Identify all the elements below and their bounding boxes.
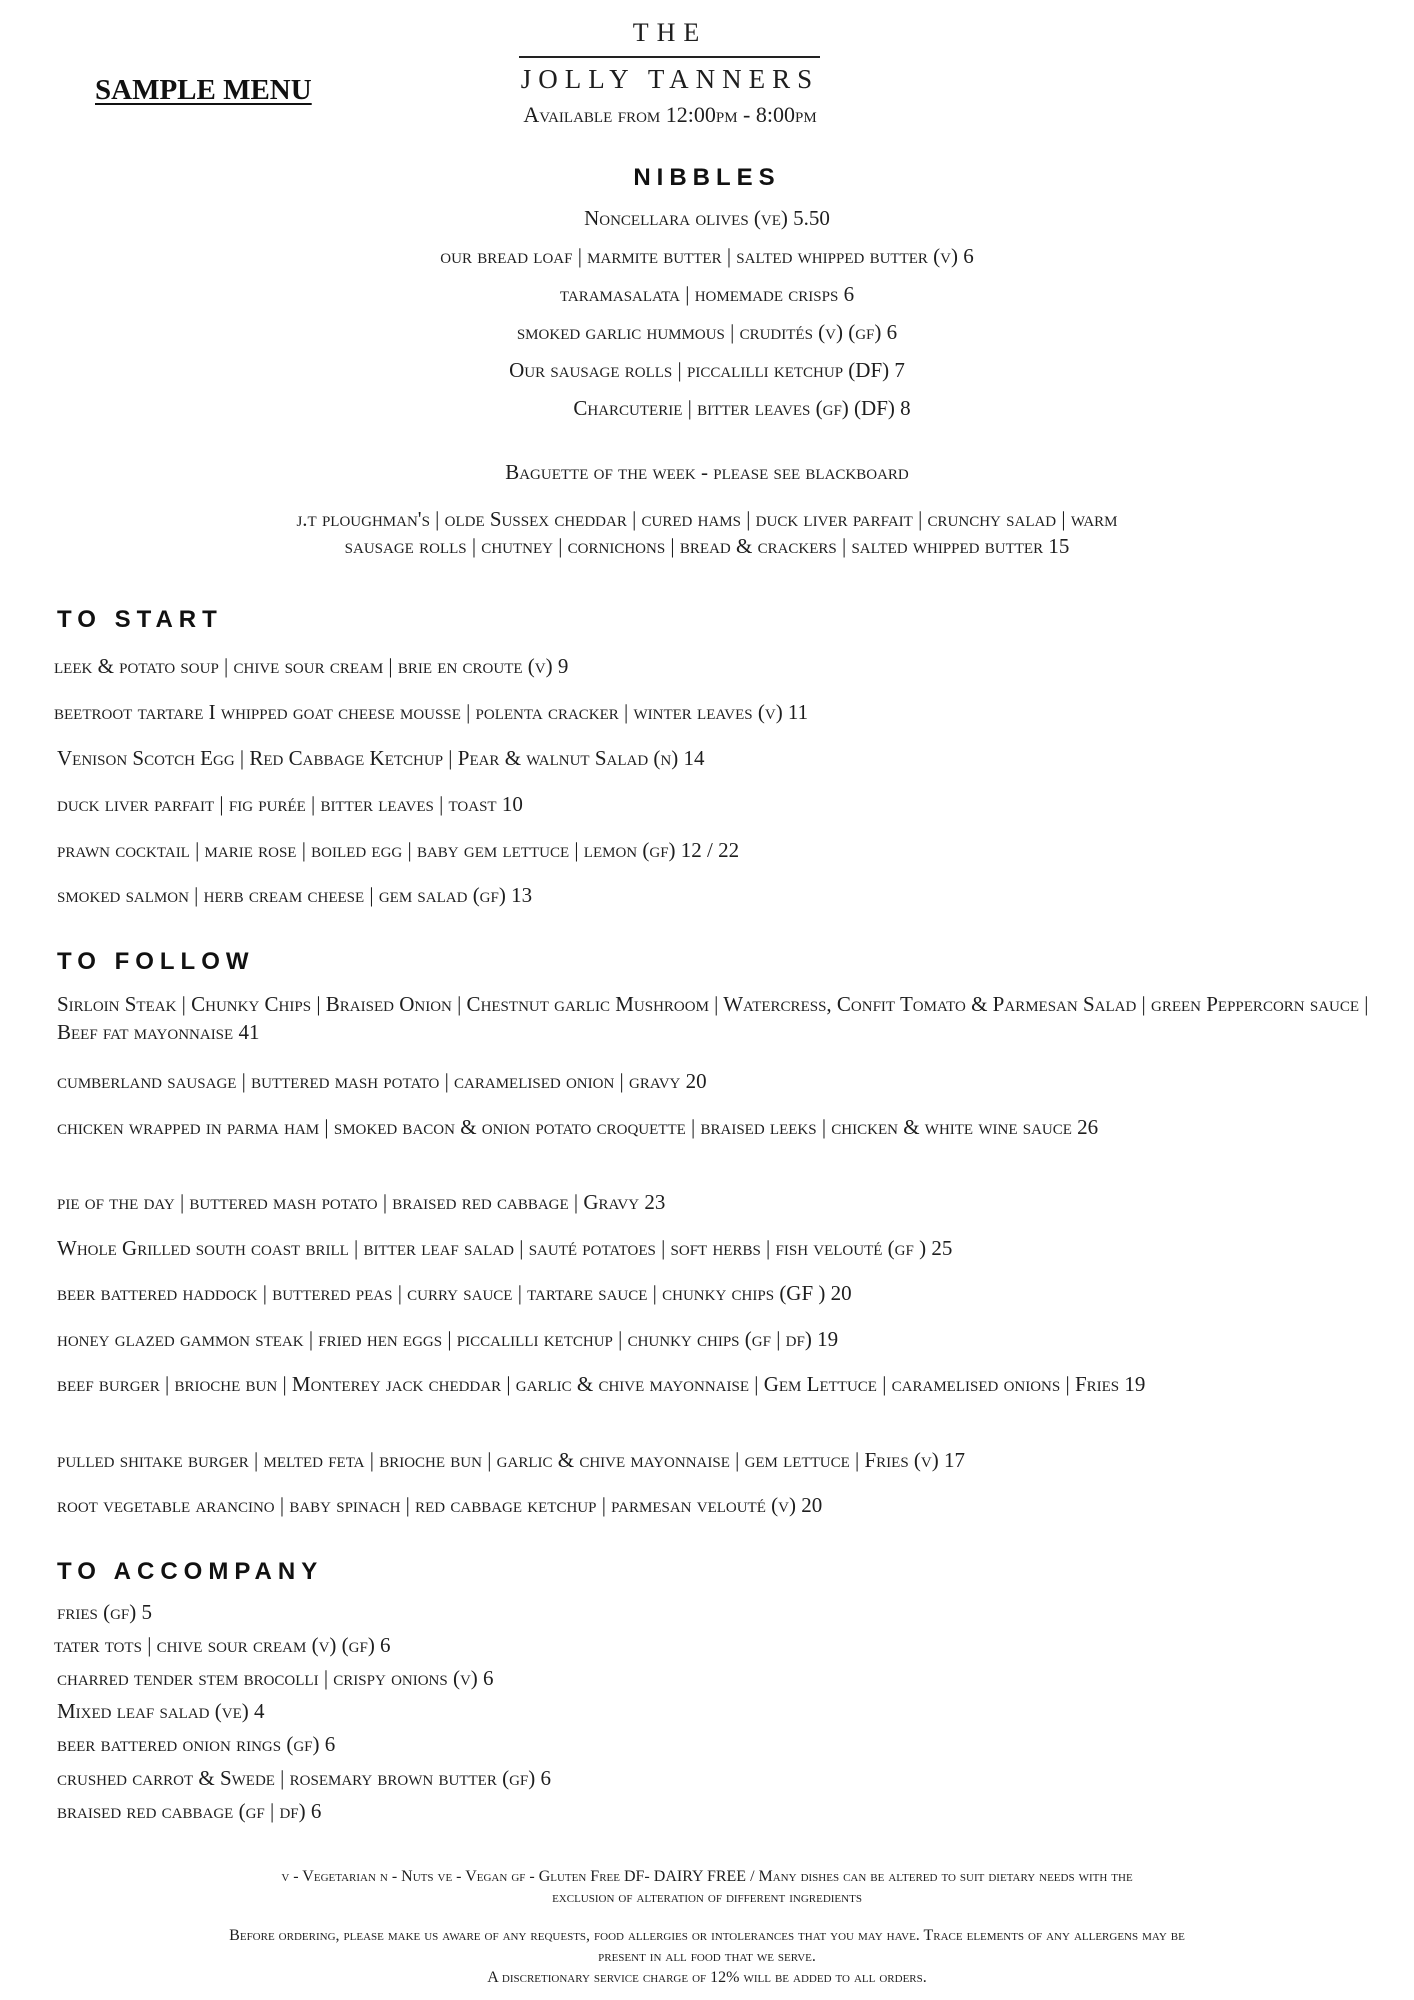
starter-item: prawn cocktail | marie rose | boiled egg | baby gem lettuce | lemon (gf) 12 / 22 <box>57 838 740 862</box>
side-item: crushed carrot & Swede | rosemary brown butter (gf) 6 <box>57 1766 551 1790</box>
main-item: beer battered haddock | buttered peas | curry sauce | tartare sauce | chunky chips (GF ) 20 <box>57 1281 852 1305</box>
main-item: pulled shitake burger | melted feta | brioche bun | garlic & chive mayonnaise | gem lettuce | Fries (v) 17 <box>57 1448 966 1472</box>
brand-divider <box>519 56 820 58</box>
side-item: braised red cabbage (gf | df) 6 <box>57 1799 322 1823</box>
side-item: Mixed leaf salad (ve) 4 <box>57 1699 265 1723</box>
sample-menu-heading: SAMPLE MENU <box>95 74 312 106</box>
to-accompany-title: TO ACCOMPANY <box>57 1558 324 1585</box>
main-item: root vegetable arancino | baby spinach | red cabbage ketchup | parmesan velouté (v) 20 <box>57 1493 823 1517</box>
nibbles-item: taramasalata | homemade crisps 6 <box>559 282 855 306</box>
main-item: cumberland sausage | buttered mash potato | caramelised onion | gravy 20 <box>57 1069 707 1093</box>
to-follow-title: TO FOLLOW <box>57 948 255 975</box>
side-item: fries (gf) 5 <box>57 1600 153 1624</box>
nibbles-item: Our sausage rolls | piccalilli ketchup (DF) 7 <box>509 358 905 382</box>
service-charge-note: A discretionary service charge of 12% will be added to all orders. <box>487 1969 927 1986</box>
main-item: chicken wrapped in parma ham | smoked bacon & onion potato croquette | braised leeks | chicken & white wine sauce 26 <box>57 1115 1099 1139</box>
nibbles-item: smoked garlic hummous | crudités (v) (gf) 6 <box>516 320 898 344</box>
ploughmans-line-2: sausage rolls | chutney | cornichons | bread & crackers | salted whipped butter 15 <box>344 534 1070 558</box>
side-item: tater tots | chive sour cream (v) (gf) 6 <box>54 1633 391 1657</box>
nibbles-item: Charcuterie | bitter leaves (gf) (DF) 8 <box>573 396 911 420</box>
main-item: Whole Grilled south coast brill | bitter leaf salad | sauté potatoes | soft herbs | fish velouté (gf ) 25 <box>57 1236 953 1260</box>
side-item: beer battered onion rings (gf) 6 <box>57 1732 336 1756</box>
ploughmans-line-1: j.t ploughman's | olde Sussex cheddar | cured hams | duck liver parfait | crunchy salad | warm <box>296 507 1118 531</box>
to-start-title: TO START <box>57 606 223 633</box>
allergy-notice-line-1: Before ordering, please make us aware of any requests, food allergies or intolerances that you may have. Trace elements of any allergens may be <box>229 1927 1185 1944</box>
starter-item: duck liver parfait | fig purée | bitter leaves | toast 10 <box>57 792 523 816</box>
nibbles-item: Noncellara olives (ve) 5.50 <box>584 206 830 230</box>
brand-the: THE <box>632 18 708 47</box>
main-item: Sirloin Steak | Chunky Chips | Braised Onion | Chestnut garlic Mushroom | Watercress, Confit Tomato & Parmesan Salad | green Peppercorn sauce | Beef fat mayonnaise 41 <box>57 992 1369 1044</box>
baguette-note: Baguette of the week - please see blackboard <box>505 460 909 484</box>
dietary-key-line-2: exclusion of alteration of different ingredients <box>552 1889 862 1906</box>
opening-hours: Available from 12:00pm - 8:00pm <box>523 102 817 127</box>
nibbles-item: our bread loaf | marmite butter | salted whipped butter (v) 6 <box>440 244 974 268</box>
starter-item: smoked salmon | herb cream cheese | gem salad (gf) 13 <box>57 883 533 907</box>
side-item: charred tender stem brocolli | crispy onions (v) 6 <box>57 1666 494 1690</box>
brand-name: JOLLY TANNERS <box>520 64 820 94</box>
main-item: honey glazed gammon steak | fried hen eggs | piccalilli ketchup | chunky chips (gf | df) 19 <box>57 1327 839 1351</box>
dietary-key-line-1: v - Vegetarian n - Nuts ve - Vegan gf - Gluten Free DF- DAIRY FREE / Many dishes can be altered to suit dietary needs with the <box>281 1868 1133 1885</box>
starter-item: leek & potato soup | chive sour cream | brie en croute (v) 9 <box>54 654 569 678</box>
allergy-notice-line-2: present in all food that we serve. <box>598 1948 816 1965</box>
main-item: beef burger | brioche bun | Monterey jack cheddar | garlic & chive mayonnaise | Gem Lettuce | caramelised onions | Fries 19 <box>57 1372 1146 1396</box>
main-item: pie of the day | buttered mash potato | braised red cabbage | Gravy 23 <box>57 1190 666 1214</box>
starter-item: beetroot tartare I whipped goat cheese mousse | polenta cracker | winter leaves (v) 11 <box>54 700 809 724</box>
nibbles-title: NIBBLES <box>633 164 781 191</box>
starter-item: Venison Scotch Egg | Red Cabbage Ketchup | Pear & walnut Salad (n) 14 <box>57 746 705 770</box>
